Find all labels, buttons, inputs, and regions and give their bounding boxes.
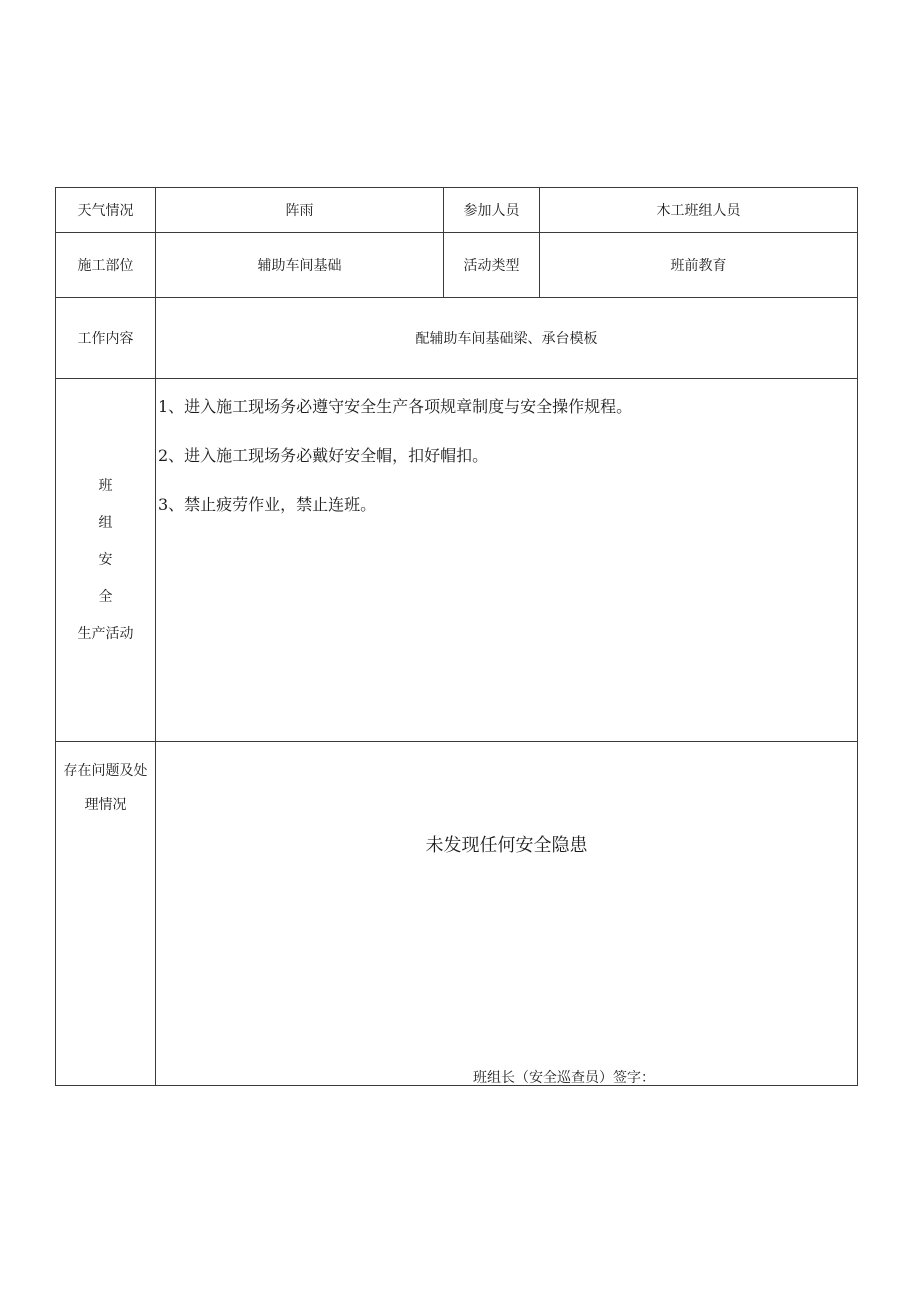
safety-activity-label-line: 组 xyxy=(98,514,113,531)
safety-activity-label-line: 班 xyxy=(98,477,113,494)
safety-rule: 1、进入施工现场务必遵守安全生产各项规章制度与安全操作规程。 xyxy=(158,397,633,416)
safety-activity-label-line: 安 xyxy=(98,551,113,568)
activity-type-label: 活动类型 xyxy=(444,233,540,298)
finding-text: 未发现任何安全隐患 xyxy=(425,835,588,856)
work-label: 工作内容 xyxy=(56,298,156,379)
safety-activity-form xyxy=(55,187,858,1086)
row-location xyxy=(56,233,858,298)
safety-rule: 2、进入施工现场务必戴好安全帽，扣好帽扣。 xyxy=(158,446,489,465)
problems-label-line: 理情况 xyxy=(84,797,127,813)
row-weather xyxy=(56,188,858,233)
safety-rule: 3、禁止疲劳作业，禁止连班。 xyxy=(158,495,377,514)
participants-label: 参加人员 xyxy=(444,188,540,233)
signature-label: 班组长（安全巡查员）签字： xyxy=(473,1070,655,1086)
location-value: 辅助车间基础 xyxy=(156,233,444,298)
participants-value: 木工班组人员 xyxy=(540,188,858,233)
safety-rules xyxy=(156,379,858,742)
row-problems xyxy=(56,742,858,1086)
row-work-content xyxy=(56,298,858,379)
safety-activity-label-line: 全 xyxy=(98,588,113,605)
problems-label xyxy=(56,742,156,1086)
location-label: 施工部位 xyxy=(56,233,156,298)
row-safety-activity xyxy=(56,379,858,742)
activity-type-value: 班前教育 xyxy=(540,233,858,298)
work-value: 配辅助车间基础梁、承台模板 xyxy=(156,298,858,379)
safety-activity-label xyxy=(56,379,156,742)
problems-label-line: 存在问题及处 xyxy=(63,763,148,779)
problems-content xyxy=(156,742,858,1086)
weather-value: 阵雨 xyxy=(156,188,444,233)
safety-activity-label-line: 生产活动 xyxy=(77,625,134,642)
weather-label: 天气情况 xyxy=(56,188,156,233)
